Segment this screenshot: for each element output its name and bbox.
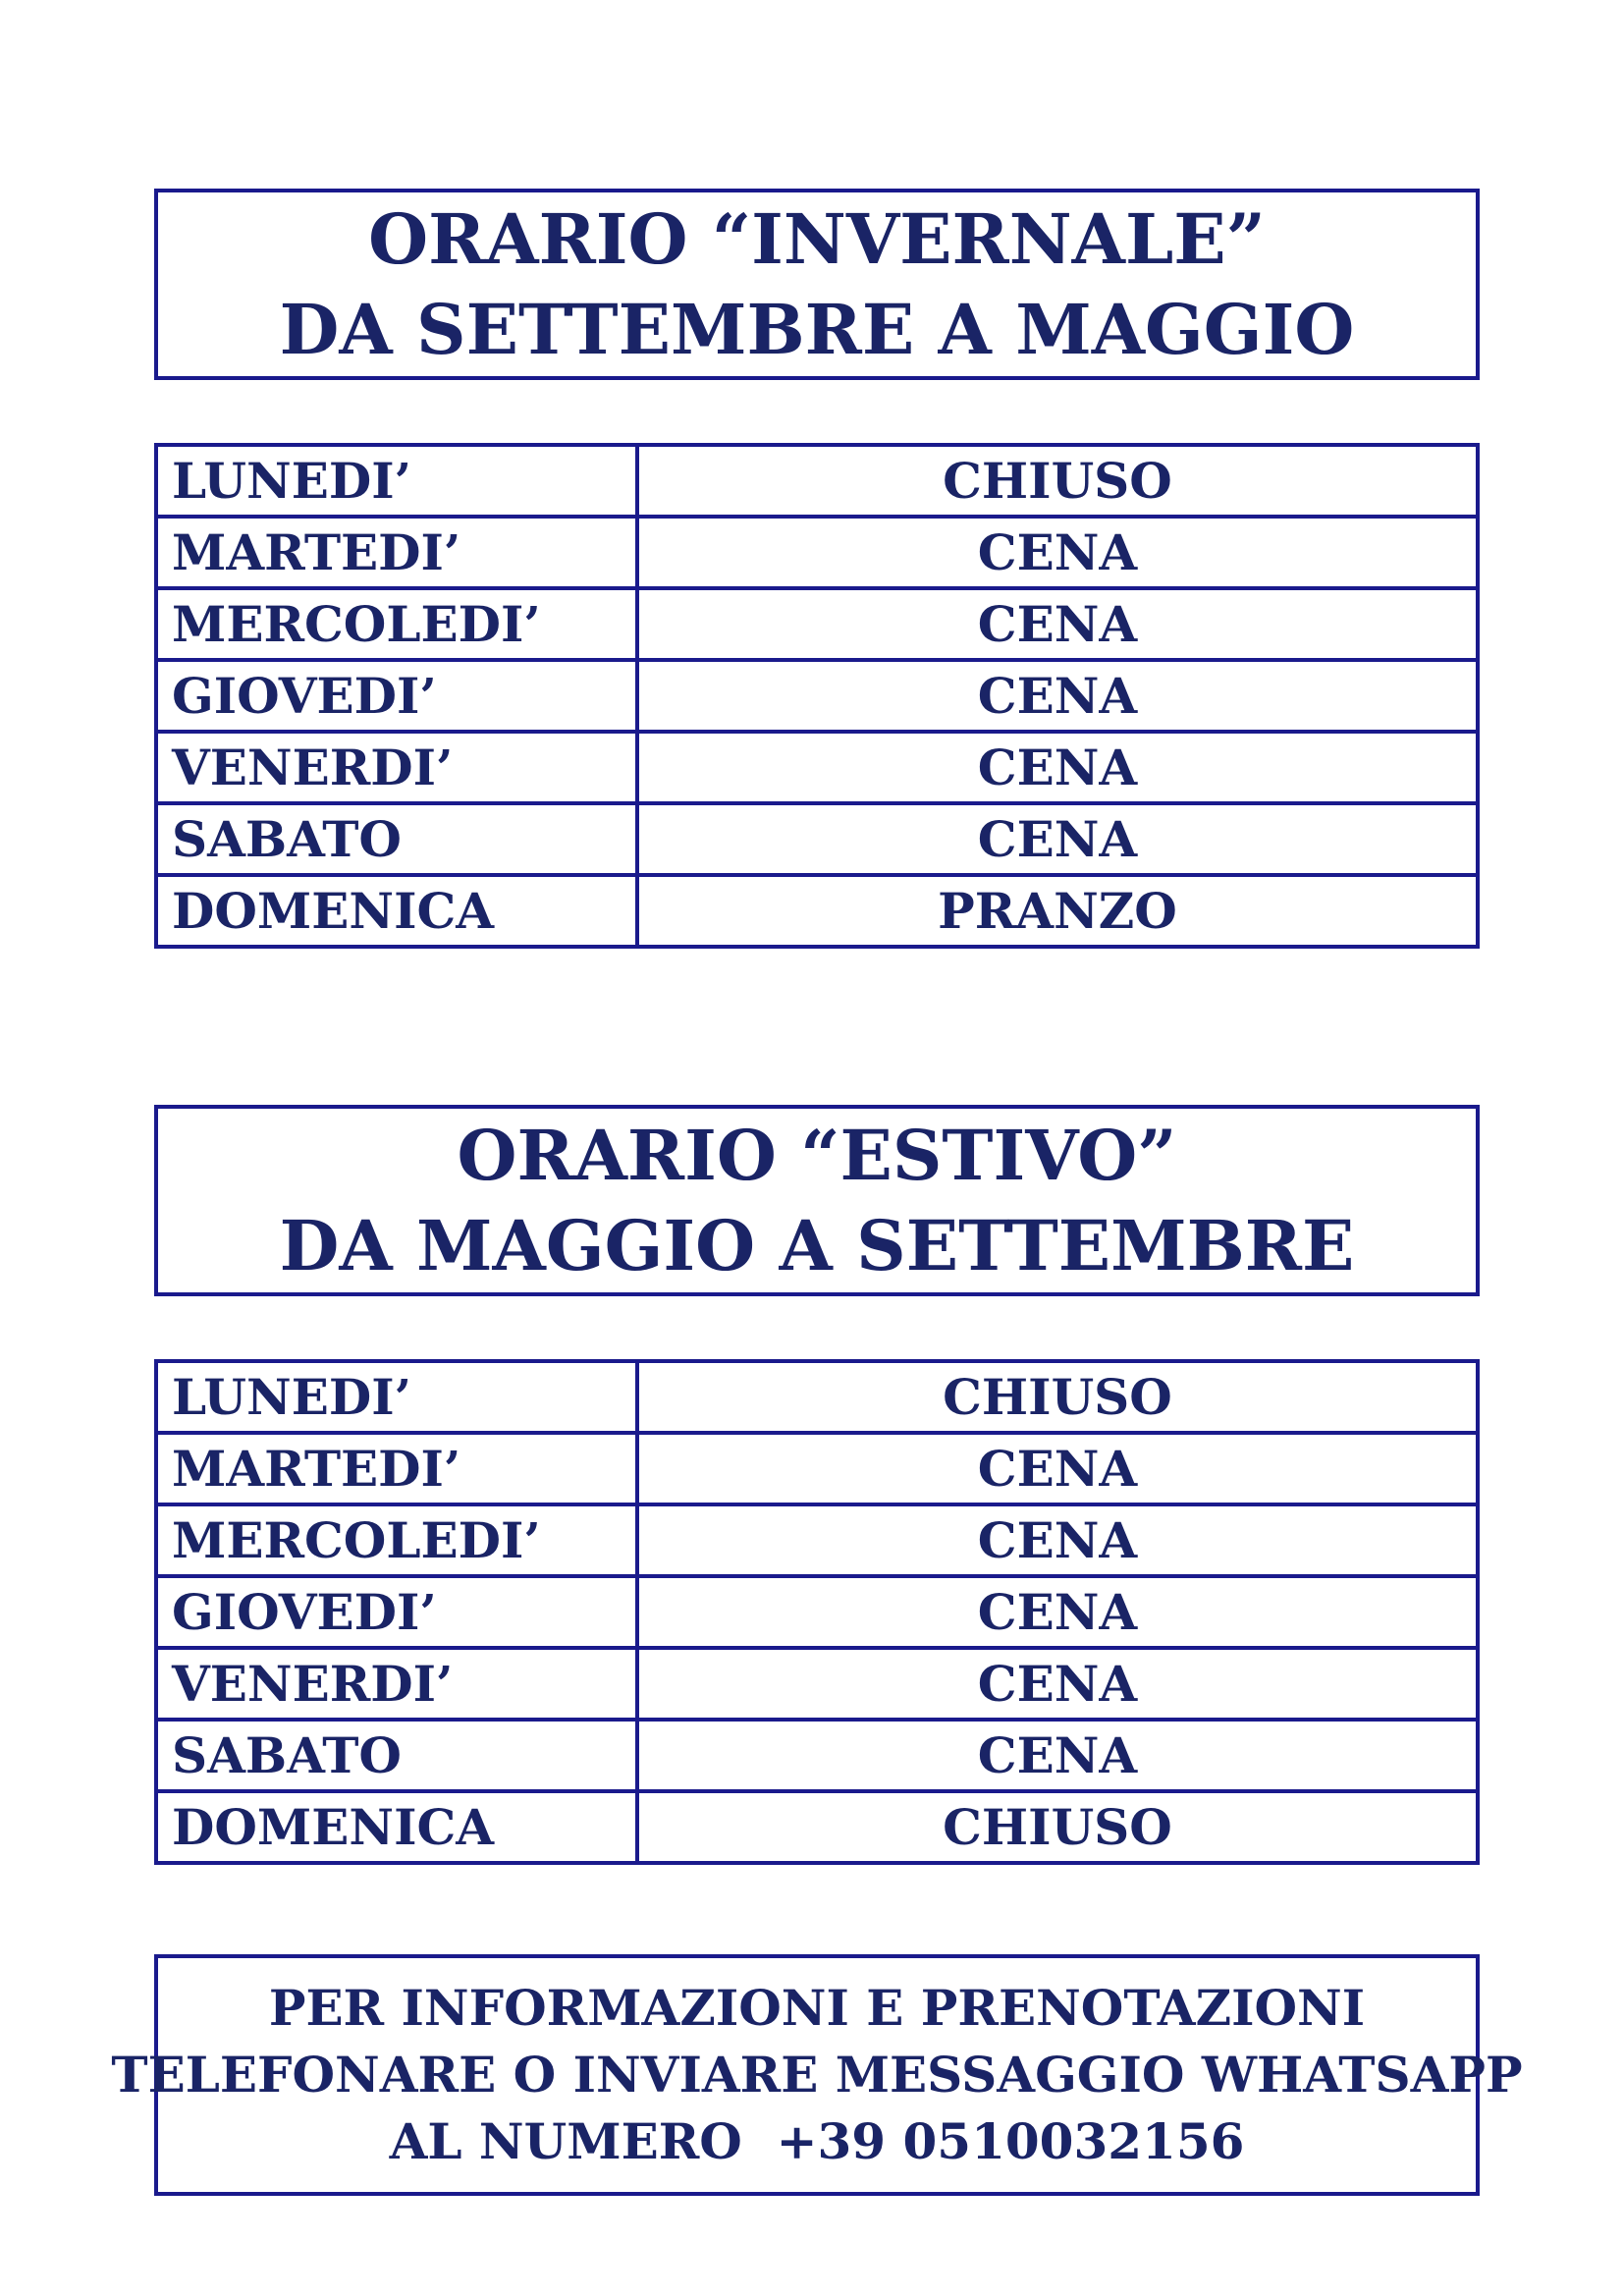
summer-title-box: [154, 1105, 1480, 1296]
day-cell: MERCOLEDI’: [156, 1504, 637, 1576]
service-cell: CENA: [637, 1504, 1478, 1576]
service-cell: CENA: [637, 517, 1478, 588]
service-cell: CENA: [637, 588, 1478, 660]
day-cell: SABATO: [156, 803, 637, 875]
day-cell: LUNEDI’: [156, 1361, 637, 1433]
service-cell: CENA: [637, 1433, 1478, 1504]
day-cell: GIOVEDI’: [156, 660, 637, 732]
service-cell: CHIUSO: [637, 1791, 1478, 1863]
day-cell: MARTEDI’: [156, 517, 637, 588]
table-row: [156, 588, 1478, 660]
day-cell: GIOVEDI’: [156, 1576, 637, 1648]
summer-title: ORARIO “ESTIVO”: [457, 1114, 1177, 1196]
table-row: [156, 660, 1478, 732]
table-row: [156, 1361, 1478, 1433]
table-row: [156, 1504, 1478, 1576]
winter-schedule-table: [154, 443, 1480, 949]
day-cell: MERCOLEDI’: [156, 588, 637, 660]
phone-number-line: AL NUMERO +39 0510032156: [389, 2112, 1245, 2170]
winter-subtitle: DA SETTEMBRE A MAGGIO: [279, 288, 1355, 370]
winter-title: ORARIO “INVERNALE”: [368, 197, 1266, 280]
table-row: [156, 1791, 1478, 1863]
day-cell: LUNEDI’: [156, 445, 637, 517]
service-cell: CENA: [637, 803, 1478, 875]
info-line: PER INFORMAZIONI E PRENOTAZIONI: [268, 1979, 1366, 2037]
day-cell: DOMENICA: [156, 875, 637, 947]
table-row: [156, 445, 1478, 517]
service-cell: CENA: [637, 1720, 1478, 1791]
table-row: [156, 875, 1478, 947]
summer-subtitle: DA MAGGIO A SETTEMBRE: [279, 1204, 1355, 1286]
day-cell: VENERDI’: [156, 1648, 637, 1720]
summer-schedule-table: [154, 1359, 1480, 1865]
day-cell: MARTEDI’: [156, 1433, 637, 1504]
info-line: TELEFONARE O INVIARE MESSAGGIO WHATSAPP: [111, 2046, 1523, 2104]
table-row: [156, 1576, 1478, 1648]
day-cell: DOMENICA: [156, 1791, 637, 1863]
day-cell: SABATO: [156, 1720, 637, 1791]
service-cell: CENA: [637, 732, 1478, 803]
service-cell: CHIUSO: [637, 445, 1478, 517]
table-row: [156, 732, 1478, 803]
service-cell: CENA: [637, 660, 1478, 732]
winter-title-box: [154, 189, 1480, 380]
table-row: [156, 517, 1478, 588]
table-row: [156, 1648, 1478, 1720]
table-row: [156, 1720, 1478, 1791]
service-cell: CENA: [637, 1648, 1478, 1720]
table-row: [156, 803, 1478, 875]
service-cell: CENA: [637, 1576, 1478, 1648]
day-cell: VENERDI’: [156, 732, 637, 803]
contact-info-box: [111, 1954, 1523, 2196]
service-cell: CHIUSO: [637, 1361, 1478, 1433]
table-row: [156, 1433, 1478, 1504]
service-cell: PRANZO: [637, 875, 1478, 947]
